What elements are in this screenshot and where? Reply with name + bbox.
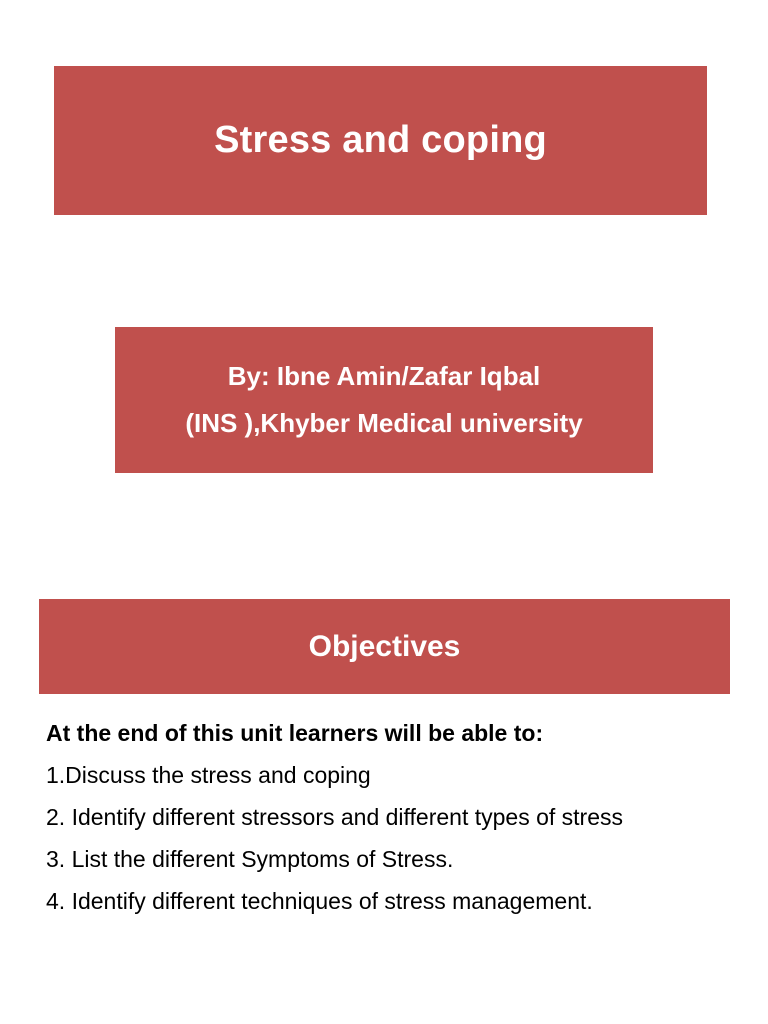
objective-item-1: 1.Discuss the stress and coping — [46, 762, 371, 788]
objectives-intro: At the end of this unit learners will be able to: — [46, 720, 544, 746]
objectives-banner — [39, 599, 730, 694]
slide-title: Stress and coping — [214, 119, 547, 161]
author-line-2: (INS ),Khyber Medical university — [185, 408, 583, 438]
objective-item-2: 2. Identify different stressors and different types of stress — [46, 804, 623, 830]
objective-item-4: 4. Identify different techniques of stress management. — [46, 888, 593, 914]
author-line-1: By: Ibne Amin/Zafar Iqbal — [227, 361, 541, 391]
objectives-heading: Objectives — [308, 629, 461, 663]
objectives-list — [46, 718, 746, 928]
objective-item-3: 3. List the different Symptoms of Stress. — [46, 846, 454, 872]
author-banner — [115, 327, 653, 473]
title-banner — [54, 66, 707, 215]
